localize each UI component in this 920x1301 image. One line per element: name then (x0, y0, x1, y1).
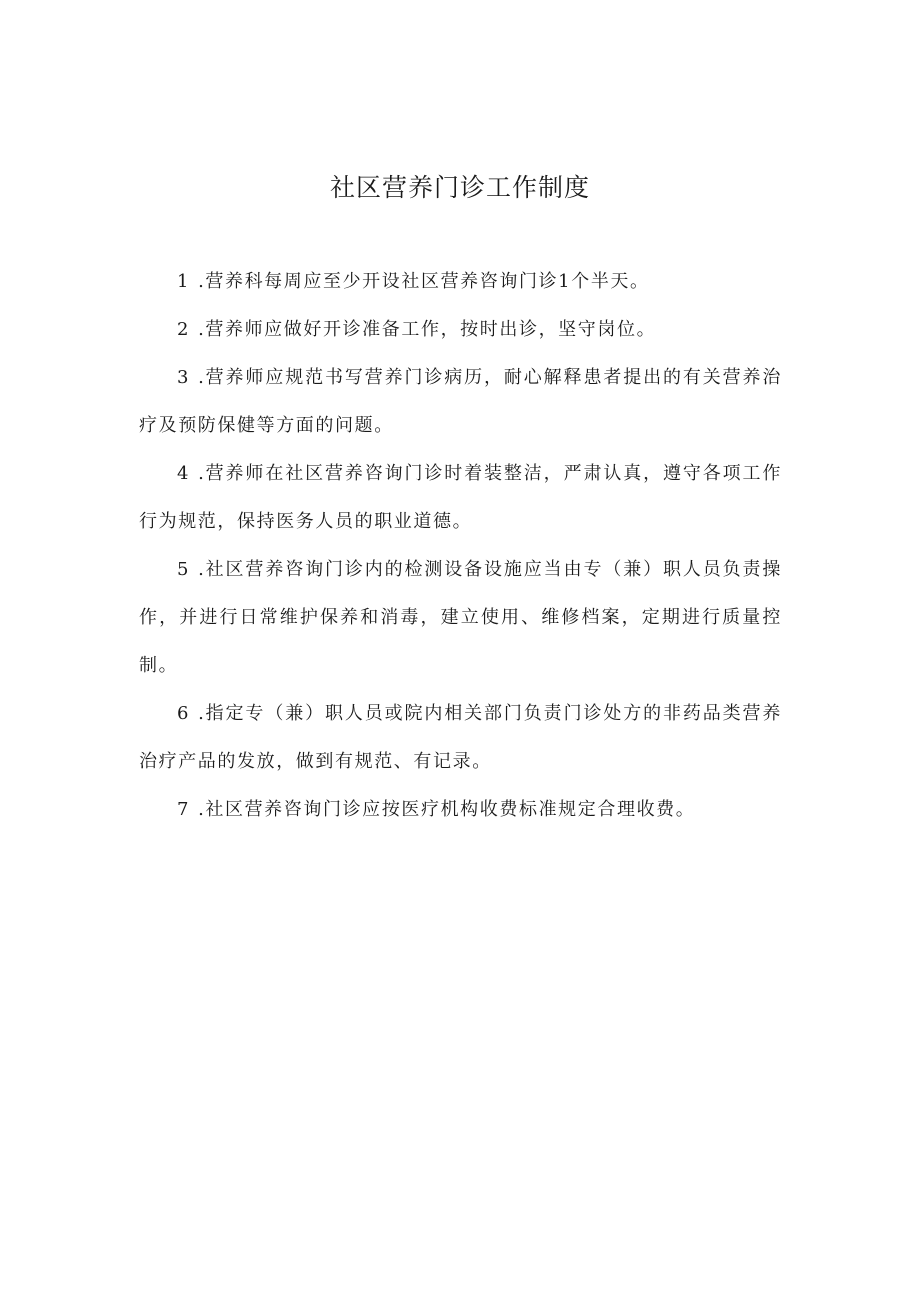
list-item (139, 786, 782, 834)
item-text: .营养师应做好开诊准备工作，按时出诊，坚守岗位。 (198, 319, 657, 340)
item-text: .指定专（兼）职人员或院内相关部门负责门诊处方的非药品类营养治疗产品的发放，做到有规范、有记录。 (139, 703, 782, 772)
item-number: 7 (177, 799, 191, 820)
list-item (139, 306, 782, 354)
item-number: 4 (177, 463, 191, 484)
list-item (139, 258, 782, 306)
list-item (139, 450, 782, 546)
item-number: 3 (177, 367, 191, 388)
list-item (139, 690, 782, 786)
document-body (139, 258, 782, 834)
item-number: 5 (177, 559, 191, 580)
document-title: 社区营养门诊工作制度 (329, 173, 590, 202)
list-item (139, 546, 782, 690)
item-text: .营养师在社区营养咨询门诊时着装整洁，严肃认真，遵守各项工作行为规范，保持医务人员的职业道德。 (139, 463, 782, 532)
item-text: .营养师应规范书写营养门诊病历，耐心解释患者提出的有关营养治疗及预防保健等方面的问题。 (139, 367, 782, 436)
item-text: .社区营养咨询门诊应按医疗机构收费标准规定合理收费。 (198, 799, 696, 820)
item-text: .营养科每周应至少开设社区营养咨询门诊1个半天。 (198, 271, 650, 292)
list-item (139, 354, 782, 450)
item-number: 2 (177, 319, 191, 340)
item-number: 1 (177, 271, 191, 292)
item-number: 6 (177, 703, 191, 724)
item-text: .社区营养咨询门诊内的检测设备设施应当由专（兼）职人员负责操作，并进行日常维护保养和消毒，建立使用、维修档案，定期进行质量控制。 (139, 559, 782, 676)
